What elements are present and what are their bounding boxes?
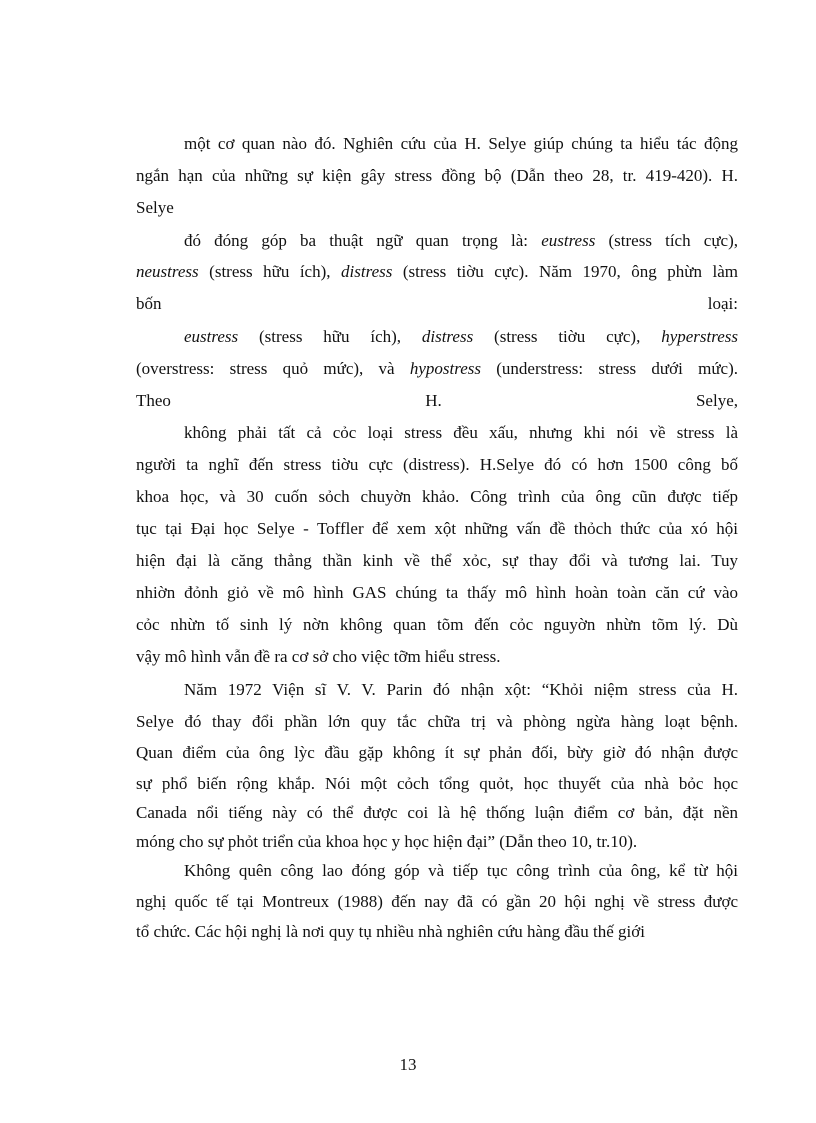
text-line: Quan điểm của ông lỳc đầu gặp không ít sự phản đối, bừy giờ đó nhận được (136, 743, 738, 762)
text-line: một cơ quan nào đó. Nghiên cứu của H. Selye giúp chúng ta hiểu tác động (184, 134, 738, 153)
text-line: người ta nghĩ đến stress tiờu cực (distress). H.Selye đó có hơn 1500 công bố (136, 455, 738, 474)
text-line: hiện đại là căng thẳng thần kinh về thể xỏc, sự thay đổi và tương lai. Tuy (136, 551, 738, 570)
text-line: Canada nổi tiếng này có thể được coi là hệ thống luận điểm cơ bản, đặt nền (136, 803, 738, 822)
text-line: sự phổ biến rộng khắp. Nói một cỏch tổng quỏt, học thuyết của nhà bỏc học (136, 774, 738, 793)
text-line: vậy mô hình vẫn đề ra cơ sở cho việc tỡm hiểu stress. (136, 647, 501, 666)
text-line: không phải tất cả cỏc loại stress đều xấu, nhưng khi nói về stress là (184, 423, 738, 442)
text-line: Không quên công lao đóng góp và tiếp tục công trình của ông, kể từ hội (184, 861, 738, 880)
text-line: cỏc nhừn tố sinh lý nờn không quan tõm đến cỏc nguyờn nhừn tõm lý. Dù (136, 615, 738, 634)
text-line: khoa học, và 30 cuốn sỏch chuyờn khảo. Công trình của ông cũn được tiếp (136, 487, 738, 506)
text-line: Selye đó thay đổi phần lớn quy tắc chữa trị và phòng ngừa hàng loạt bệnh. (136, 712, 738, 731)
text-line: tổ chức. Các hội nghị là nơi quy tụ nhiều nhà nghiên cứu hàng đầu thế giới (136, 922, 645, 941)
text-line: nghị quốc tế tại Montreux (1988) đến nay đã có gần 20 hội nghị về stress được (136, 892, 738, 911)
text-line: Năm 1972 Viện sĩ V. V. Parin đó nhận xột: “Khỏi niệm stress của H. (184, 680, 738, 699)
text-line: đó đóng góp ba thuật ngữ quan trọng là: eustress (stress tích cực), (184, 231, 738, 250)
text-line: Theo H. Selye, (136, 391, 738, 410)
text-line: tục tại Đại học Selye - Toffler để xem xột những vấn đề thỏch thức của xó hội (136, 519, 738, 538)
text-line: neustress (stress hữu ích), distress (stress tiờu cực). Năm 1970, ông phừn làm (136, 262, 738, 281)
text-line: móng cho sự phỏt triển của khoa học y học hiện đại” (Dẫn theo 10, tr.10). (136, 832, 638, 851)
text-line: nhiờn đỏnh giỏ về mô hình GAS chúng ta thấy mô hình hoàn toàn căn cứ vào (136, 583, 738, 602)
text-line: (overstress: stress quỏ mức), và hypostress (understress: stress dưới mức). (136, 359, 738, 378)
text-line: ngắn hạn của những sự kiện gây stress đồng bộ (Dẫn theo 28, tr. 419-420). H. (136, 166, 738, 185)
text-line: eustress (stress hữu ích), distress (stress tiờu cực), hyperstress (184, 327, 738, 346)
page-number: 13 (399, 1055, 417, 1074)
text-line: Selye (136, 198, 174, 217)
text-line: bốn loại: (136, 294, 738, 313)
